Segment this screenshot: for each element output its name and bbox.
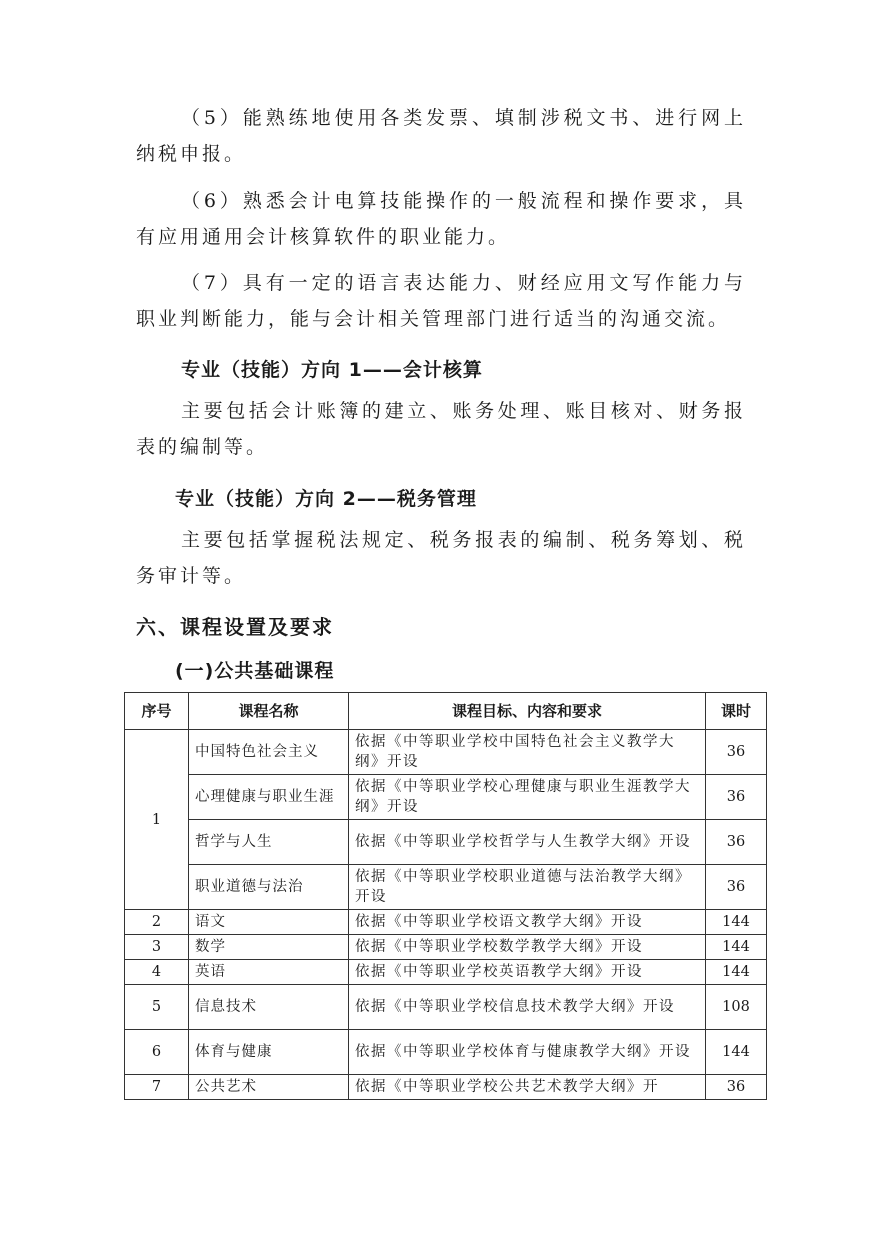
course-desc: 依据《中等职业学校公共艺术教学大纲》开 <box>349 1075 706 1100</box>
table-row <box>125 1075 767 1100</box>
row-number: 2 <box>125 910 189 935</box>
course-desc: 依据《中等职业学校数学教学大纲》开设 <box>349 935 706 960</box>
header-hours: 课时 <box>706 693 767 730</box>
course-hours: 144 <box>706 910 767 935</box>
course-desc: 依据《中等职业学校中国特色社会主义教学大纲》开设 <box>349 730 706 775</box>
row-number: 4 <box>125 960 189 985</box>
course-hours: 36 <box>706 865 767 910</box>
direction-2-text: 主要包括掌握税法规定、税务报表的编制、税务筹划、税务审计等。 <box>136 529 746 587</box>
table-row <box>125 730 767 775</box>
course-name: 语文 <box>189 910 349 935</box>
table-row <box>125 1030 767 1075</box>
course-name: 体育与健康 <box>189 1030 349 1075</box>
course-name: 哲学与人生 <box>189 820 349 865</box>
table-row <box>125 935 767 960</box>
table-header-row <box>125 693 767 730</box>
paragraph-item-7: （7）具有一定的语言表达能力、财经应用文写作能力与职业判断能力，能与会计相关管理部门进行适当的沟通交流。 <box>136 272 746 330</box>
course-desc: 依据《中等职业学校信息技术教学大纲》开设 <box>349 985 706 1030</box>
header-desc: 课程目标、内容和要求 <box>349 693 706 730</box>
course-hours: 36 <box>706 730 767 775</box>
direction-1-text: 主要包括会计账簿的建立、账务处理、账目核对、财务报表的编制等。 <box>136 400 746 458</box>
course-name: 英语 <box>189 960 349 985</box>
row-number: 6 <box>125 1030 189 1075</box>
table-row <box>125 960 767 985</box>
table-row <box>125 775 767 820</box>
course-name: 信息技术 <box>189 985 349 1030</box>
paragraph-item-6: （6）熟悉会计电算技能操作的一般流程和操作要求，具有应用通用会计核算软件的职业能力。 <box>136 190 746 248</box>
course-hours: 144 <box>706 1030 767 1075</box>
direction-1-heading: 专业（技能）方向 1——会计核算 <box>181 359 483 381</box>
course-desc: 依据《中等职业学校心理健康与职业生涯教学大纲》开设 <box>349 775 706 820</box>
header-no: 序号 <box>125 693 189 730</box>
course-hours: 144 <box>706 935 767 960</box>
row-number: 3 <box>125 935 189 960</box>
course-name: 中国特色社会主义 <box>189 730 349 775</box>
course-hours: 36 <box>706 1075 767 1100</box>
row-number: 1 <box>125 730 189 910</box>
course-hours: 36 <box>706 775 767 820</box>
course-name: 公共艺术 <box>189 1075 349 1100</box>
paragraph-item-5: （5）能熟练地使用各类发票、填制涉税文书、进行网上纳税申报。 <box>136 107 746 165</box>
sub-section-title: (一)公共基础课程 <box>175 660 335 682</box>
course-hours: 144 <box>706 960 767 985</box>
table-row <box>125 820 767 865</box>
course-name: 心理健康与职业生涯 <box>189 775 349 820</box>
course-desc: 依据《中等职业学校英语教学大纲》开设 <box>349 960 706 985</box>
row-number: 7 <box>125 1075 189 1100</box>
course-name: 数学 <box>189 935 349 960</box>
course-desc: 依据《中等职业学校体育与健康教学大纲》开设 <box>349 1030 706 1075</box>
course-name: 职业道德与法治 <box>189 865 349 910</box>
table-row <box>125 985 767 1030</box>
course-desc: 依据《中等职业学校语文教学大纲》开设 <box>349 910 706 935</box>
course-desc: 依据《中等职业学校职业道德与法治教学大纲》开设 <box>349 865 706 910</box>
course-desc: 依据《中等职业学校哲学与人生教学大纲》开设 <box>349 820 706 865</box>
table-row <box>125 910 767 935</box>
course-table <box>124 692 767 1100</box>
table-row <box>125 865 767 910</box>
header-name: 课程名称 <box>189 693 349 730</box>
course-hours: 36 <box>706 820 767 865</box>
course-hours: 108 <box>706 985 767 1030</box>
row-number: 5 <box>125 985 189 1030</box>
section-title: 六、课程设置及要求 <box>136 615 334 639</box>
direction-2-heading: 专业（技能）方向 2——税务管理 <box>175 488 477 510</box>
